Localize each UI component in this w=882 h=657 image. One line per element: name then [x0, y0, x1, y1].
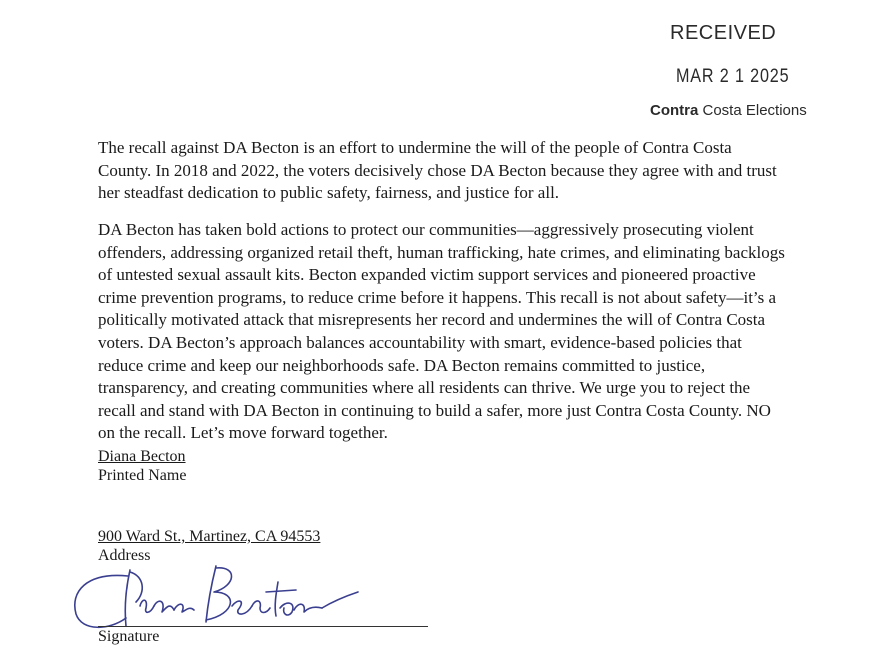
elections-office-stamp — [650, 102, 807, 119]
statement-paragraph-2: DA Becton has taken bold actions to protect our communities—aggressively prosecuting violent offenders, addressing organized retail theft, human trafficking, hate crimes, and eliminating backlogs of untested sexual assault kits. Becton expanded victim support services and pioneered proactive crime prevention programs, to reduce crime before it happens. This recall is not about safety—it’s a politically motivated attack that misrepresents her record and undermines the will of Contra Costa voters. DA Becton’s approach balances accountability with smart, evidence-based policies that reduce crime and keep our neighborhoods safe. DA Becton remains committed to justice, transparency, and creating communities where all residents can thrive. We urge you to reject the recall and stand with DA Becton in continuing to build a safer, more just Contra Costa County. NO on the recall. Let’s move forward together. — [98, 220, 785, 443]
signature-line — [98, 626, 428, 627]
printed-name-value: Diana Becton — [98, 448, 186, 465]
received-date-stamp: MAR 2 1 2025 — [676, 66, 790, 87]
statement-paragraph-1: The recall against DA Becton is an effort to undermine the will of the people of Contra Costa County. In 2018 and 2022, the voters decisively chose DA Becton because they agree with and trust her steadfast dedication to public safety, fairness, and justice for all. — [98, 138, 777, 203]
received-stamp: RECEIVED — [670, 22, 777, 44]
address-value: 900 Ward St., Martinez, CA 94553 — [98, 528, 321, 545]
signature-label: Signature — [98, 628, 160, 645]
elections-office-bold: Contra — [650, 102, 699, 119]
address-block — [98, 527, 320, 565]
address-label: Address — [98, 547, 151, 564]
elections-office-rest: Costa Elections — [698, 102, 807, 119]
printed-name-label: Printed Name — [98, 467, 187, 484]
printed-name-block — [98, 447, 186, 485]
